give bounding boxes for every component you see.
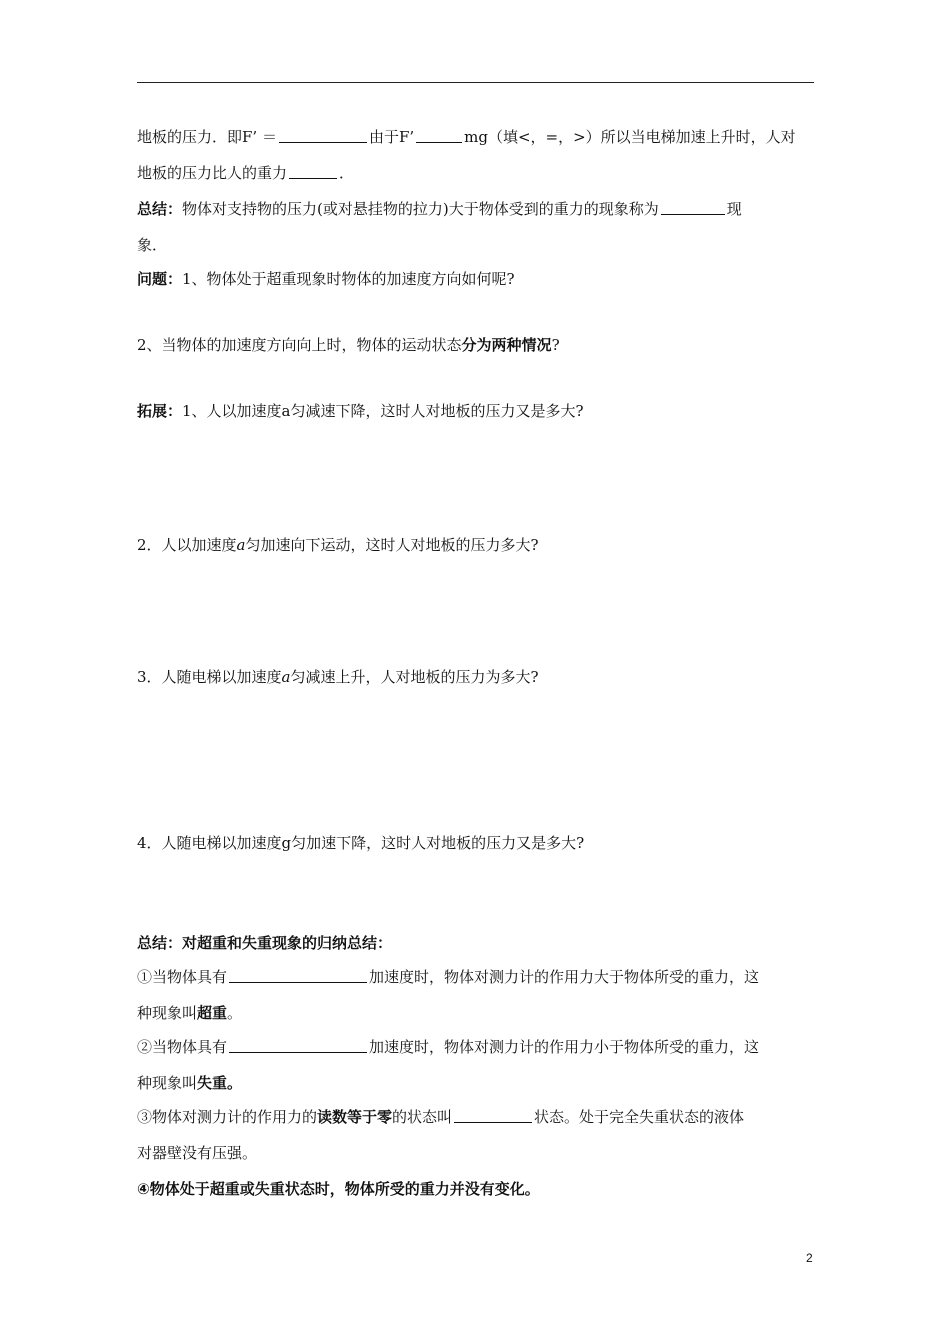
exercise-line xyxy=(137,667,817,687)
text-segment: 。 xyxy=(227,1004,243,1022)
text-segment: ． xyxy=(339,164,355,182)
text-segment: 现 xyxy=(726,200,742,218)
text-line: 对器壁没有压强。 xyxy=(137,1144,258,1162)
text-segment: 地板的压力．即F’ ＝ xyxy=(137,128,277,146)
text-segment: 加速度时，物体对测力计的作用力大于物体所受的重力，这 xyxy=(369,968,760,986)
text-segment: 种现象叫 xyxy=(137,1074,198,1092)
text-segment: ③物体对测力计的作用力的 xyxy=(137,1108,318,1126)
text-line xyxy=(137,1003,817,1023)
text-segment: 1、物体处于超重现象时物体的加速度方向如何呢? xyxy=(182,270,515,288)
conclusion-line: ④物体处于超重或失重状态时，物体所受的重力并没有变化。 xyxy=(137,1180,540,1198)
question-line xyxy=(137,335,817,355)
text-segment: 地板的压力比人的重力 xyxy=(137,164,288,182)
text-segment: 1、人以加速度a匀减速下降，这时人对地板的压力又是多大? xyxy=(182,402,584,420)
blank-underline xyxy=(416,128,462,143)
text-segment: 匀加速向下运动，这时人对地板的压力多大? xyxy=(245,536,539,554)
text-segment: 物体对支持物的压力(或对悬挂物的拉力)大于物体受到的重力的现象称为 xyxy=(182,200,659,218)
text-segment: 的状态叫 xyxy=(392,1108,453,1126)
text-segment: 2．人以加速度 xyxy=(137,536,237,554)
blank-underline xyxy=(279,128,367,143)
text-segment: 匀减速上升，人对地板的压力为多大? xyxy=(290,668,539,686)
variable: a xyxy=(236,536,246,554)
text-segment: 种现象叫 xyxy=(137,1004,198,1022)
blank-underline xyxy=(454,1108,532,1123)
blank-underline xyxy=(229,968,367,983)
text-segment: ②当物体具有 xyxy=(137,1038,228,1056)
text-segment: ? xyxy=(551,336,560,354)
summary-title: 总结：对超重和失重现象的归纳总结： xyxy=(137,934,393,952)
extension-label: 拓展： xyxy=(137,402,183,420)
text-segment: 2、当物体的加速度方向向上时，物体的运动状态 xyxy=(137,336,462,354)
text-line xyxy=(137,127,817,147)
text-segment: mg（填<，=，>）所以当电梯加速上升时，人对 xyxy=(464,128,796,146)
question-line xyxy=(137,269,817,289)
blank-underline xyxy=(289,164,337,179)
question-label: 问题： xyxy=(137,270,183,288)
text-segment: ①当物体具有 xyxy=(137,968,228,986)
text-line xyxy=(137,199,817,219)
variable: a xyxy=(281,668,291,686)
blank-underline xyxy=(229,1038,367,1053)
emphasis-text: 读数等于零 xyxy=(317,1108,393,1126)
header-rule xyxy=(137,82,814,83)
text-line xyxy=(137,967,817,987)
emphasis-text: 失重。 xyxy=(197,1074,243,1092)
text-segment: 由于F’ xyxy=(368,128,415,146)
text-line xyxy=(137,1107,817,1127)
blank-underline xyxy=(661,200,725,215)
exercise-line: 4．人随电梯以加速度g匀加速下降，这时人对地板的压力又是多大? xyxy=(137,834,585,852)
page-number: 2 xyxy=(806,1251,813,1265)
text-segment: 状态。处于完全失重状态的液体 xyxy=(534,1108,745,1126)
text-line xyxy=(137,1037,817,1057)
text-line xyxy=(137,163,817,183)
extension-line xyxy=(137,401,817,421)
text-segment: 3．人随电梯以加速度 xyxy=(137,668,282,686)
text-line xyxy=(137,1073,817,1093)
exercise-line xyxy=(137,535,817,555)
emphasis-text: 分为两种情况 xyxy=(461,336,552,354)
emphasis-text: 超重 xyxy=(197,1004,228,1022)
text-line: 象． xyxy=(137,236,168,254)
text-segment: 加速度时，物体对测力计的作用力小于物体所受的重力，这 xyxy=(369,1038,760,1056)
summary-label: 总结： xyxy=(137,200,183,218)
